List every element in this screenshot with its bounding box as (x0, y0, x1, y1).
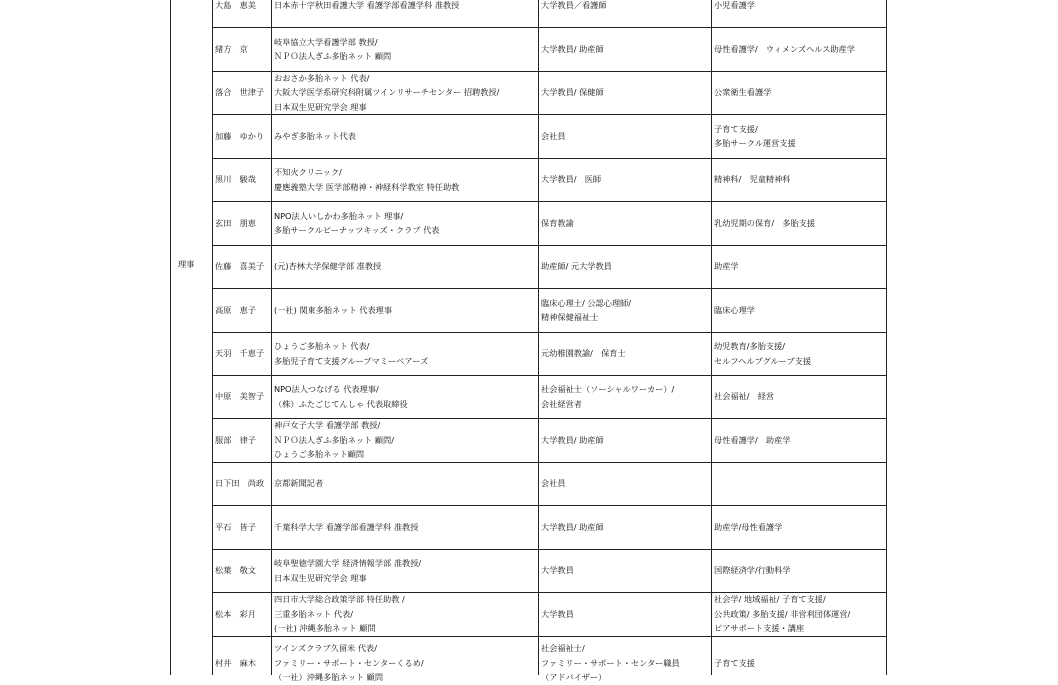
cell-affiliation: ツインズクラブ久留米 代表/ ファミリー・サポート・センターくるめ/ （一社）沖縄多胎ネット 顧問 (274, 643, 424, 683)
row-divider (212, 27, 887, 28)
row-divider (212, 505, 887, 506)
cell-affiliation: (一社) 関東多胎ネット 代表理事 (274, 304, 393, 315)
cell-affiliation: ひょうご多胎ネット 代表/ 多胎児子育て支援グループマミーベアーズ (274, 341, 429, 366)
cell-field: 幼児教育/多胎支援/ セルフヘルプグループ支援 (714, 341, 812, 366)
cell-affiliation: 日本赤十字秋田看護大学 看護学部看護学科 准教授 (274, 0, 460, 11)
cell-field: 精神科/ 児童精神科 (714, 174, 791, 185)
row-divider (212, 332, 887, 333)
row-divider (212, 114, 887, 115)
cell-affiliation: NPO法人いしかわ多胎ネット 理事/ 多胎サークルピーナッツキッズ・クラブ 代表 (274, 210, 440, 235)
table-outer-left-border (170, 0, 171, 675)
cell-name: 佐藤 喜美子 (215, 261, 265, 272)
cell-occupation: 大学教員 (541, 565, 574, 576)
row-divider (212, 375, 887, 376)
cell-field: 社会学/ 地域福祉/ 子育て支援/ 公共政策/ 多胎支援/ 非営利団体運営/ ピアサポート支援・講座 (714, 594, 851, 634)
cell-name: 高原 恵子 (215, 304, 256, 315)
cell-affiliation: NPO法人つなげる 代表理事/ （株）ふたごじてんしゃ 代表取締役 (274, 384, 408, 409)
cell-name: 緒方 京 (215, 43, 248, 54)
row-divider (212, 158, 887, 159)
cell-field: 国際経済学/行動科学 (714, 565, 791, 576)
cell-occupation: 元幼稚園教諭/ 保育士 (541, 348, 626, 359)
cell-field: 子育て支援/ 多胎サークル運営支援 (714, 123, 796, 148)
cell-affiliation: おおさか多胎ネット 代表/ 大阪大学医学系研究科附属ツインリサーチセンター 招聘教授/ 日本双生児研究学会 理事 (274, 72, 500, 112)
cell-field: 乳幼児期の保育/ 多胎支援 (714, 217, 816, 228)
role-label: 理事 (178, 259, 195, 269)
cell-field: 助産学/母性看護学 (714, 521, 783, 532)
table-outer-right-border (886, 0, 887, 675)
cell-name: 玄田 朋恵 (215, 217, 256, 228)
table-affiliation-column-border (538, 0, 539, 675)
cell-name: 黒川 駿哉 (215, 174, 256, 185)
cell-field: 公衆衛生看護学 (714, 87, 772, 98)
cell-occupation: 大学教員／看護師 (541, 0, 607, 11)
cell-name: 落合 世津子 (215, 87, 265, 98)
cell-field: 子育て支援 (714, 657, 755, 668)
table-occupation-column-border (711, 0, 712, 675)
row-divider (212, 549, 887, 550)
cell-name: 松本 彩月 (215, 608, 256, 619)
cell-occupation: 社会福祉士/ ファミリー・サポート・センター職員 （アドバイザー） (541, 643, 680, 683)
cell-name: 中原 美智子 (215, 391, 265, 402)
cell-occupation: 大学教員/ 助産師 (541, 43, 604, 54)
table-role-column-border (212, 0, 213, 675)
cell-field: 助産学 (714, 261, 739, 272)
row-divider (212, 636, 887, 637)
cell-affiliation: 神戸女子大学 看護学部 教授/ ＮＰＯ法人ぎふ多胎ネット 顧問/ ひょうご多胎ネット顧問 (274, 420, 394, 460)
cell-occupation: 大学教員 (541, 608, 574, 619)
cell-occupation: 大学教員/ 医師 (541, 174, 602, 185)
cell-name: 松葉 敬文 (215, 565, 256, 576)
row-divider (212, 592, 887, 593)
row-divider (212, 245, 887, 246)
cell-affiliation: 千葉科学大学 看護学部看護学科 准教授 (274, 521, 419, 532)
cell-name: 天羽 千恵子 (215, 348, 265, 359)
cell-field: 母性看護学/ 助産学 (714, 434, 791, 445)
cell-affiliation: 不知火クリニック/ 慶應義塾大学 医学部精神・神経科学教室 特任助教 (274, 167, 460, 192)
cell-field: 母性看護学/ ウィメンズヘルス助産学 (714, 43, 855, 54)
cell-affiliation: みやぎ多胎ネット代表 (274, 130, 356, 141)
cell-name: 服部 律子 (215, 434, 256, 445)
cell-affiliation: 京都新聞記者 (274, 478, 324, 489)
table-name-column-border (271, 0, 272, 675)
cell-occupation: 大学教員/ 保健師 (541, 87, 604, 98)
cell-name: 加藤 ゆかり (215, 130, 265, 141)
cell-occupation: 臨床心理士/ 公認心理師/ 精神保健福祉士 (541, 297, 631, 322)
cell-occupation: 会社員 (541, 478, 566, 489)
cell-name: 日下田 尚政 (215, 478, 265, 489)
row-divider (212, 201, 887, 202)
cell-occupation: 大学教員/ 助産師 (541, 434, 604, 445)
cell-name: 村井 麻木 (215, 657, 256, 668)
row-divider (212, 462, 887, 463)
row-divider (212, 418, 887, 419)
cell-affiliation: 岐阜聖徳学園大学 経済情報学部 准教授/ 日本双生児研究学会 理事 (274, 558, 422, 583)
cell-affiliation: (元)杏林大学保健学部 准教授 (274, 261, 382, 272)
row-divider (212, 71, 887, 72)
cell-occupation: 会社員 (541, 130, 566, 141)
cell-occupation: 保育教諭 (541, 217, 574, 228)
cell-field: 小児看護学 (714, 0, 755, 11)
cell-occupation: 大学教員/ 助産師 (541, 521, 604, 532)
row-divider (212, 288, 887, 289)
cell-affiliation: 四日市大学総合政策学部 特任助教 / 三重多胎ネット 代表/ (一社) 沖縄多胎ネット 顧問 (274, 594, 405, 634)
cell-name: 平石 皆子 (215, 521, 256, 532)
cell-affiliation: 岐阜協立大学看護学部 教授/ ＮＰＯ法人ぎふ多胎ネット 顧問 (274, 36, 392, 61)
cell-name: 大島 恵美 (215, 0, 256, 11)
cell-occupation: 助産師/ 元大学教員 (541, 261, 612, 272)
cell-field: 臨床心理学 (714, 304, 755, 315)
cell-field: 社会福祉/ 経営 (714, 391, 775, 402)
cell-occupation: 社会福祉士（ソーシャルワーカー）/ 会社経営者 (541, 384, 675, 409)
